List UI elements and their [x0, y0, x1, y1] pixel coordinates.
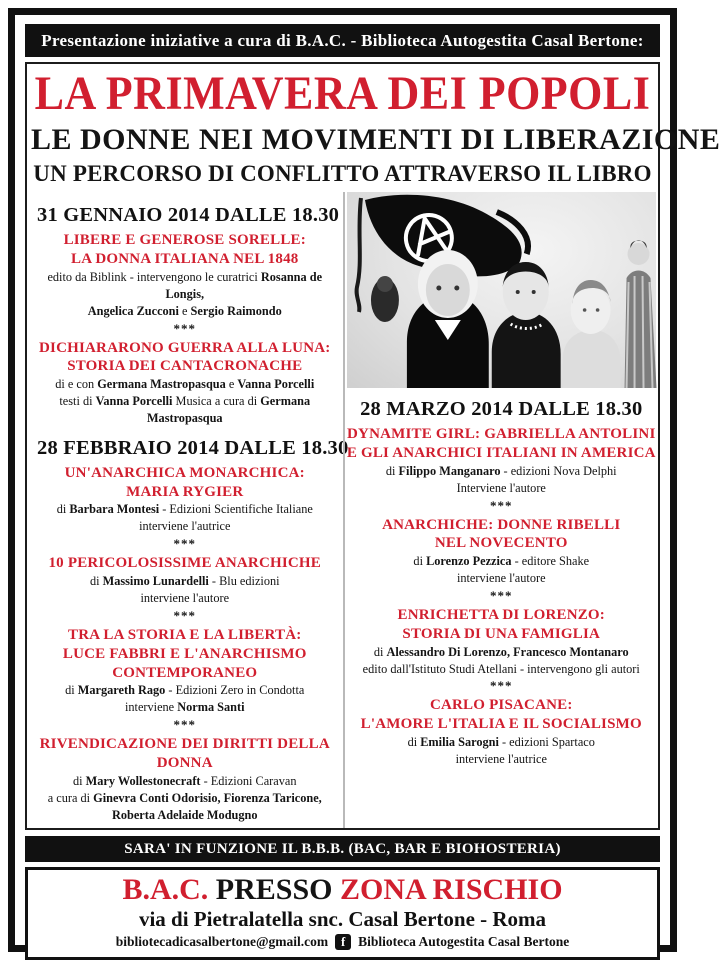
event-title-line: NEL NOVECENTO [434, 535, 568, 552]
detail-text: Mary Wollestonecraft [85, 773, 201, 788]
detail-text: Norma Santi [177, 700, 245, 715]
event-entry [37, 464, 333, 535]
street-address: via di Pietralatella snc. Casal Bertone - Roma [138, 906, 547, 931]
event-detail-line [347, 553, 657, 570]
right-column [343, 192, 659, 828]
standing-woman-portrait [624, 240, 656, 388]
event-title-line: STORIA DI UNA FAMIGLIA [402, 625, 601, 642]
separator-asterisks: *** [173, 717, 196, 733]
event-detail-line [37, 303, 333, 320]
header-banner: Presentazione iniziative a cura di B.A.C. - Biblioteca Autogestita Casal Bertone: [25, 24, 660, 57]
event-title-line: UN'ANARCHICA MONARCHICA: [64, 464, 305, 481]
detail-text: Vanna Porcelli [95, 394, 173, 409]
event-detail-line [37, 682, 333, 699]
detail-text: Roberta Adelaide Modugno [111, 807, 258, 822]
detail-text: di [56, 502, 70, 517]
detail-text: di e con [55, 377, 98, 392]
detail-text: Barbara Montesi [69, 502, 160, 517]
event-title [37, 464, 333, 502]
detail-text: interviene l'autrice [455, 751, 547, 766]
event-detail-line [37, 376, 333, 393]
event-entry [37, 554, 333, 607]
engraved-woman-portrait [562, 280, 620, 388]
poster-frame [8, 8, 720, 952]
detail-text: e [178, 303, 191, 318]
event-detail-line [347, 751, 657, 768]
event-title-line: E GLI ANARCHICI ITALIANI IN AMERICA [346, 444, 656, 461]
detail-text: - Edizioni Scientifiche Italiane [159, 502, 313, 517]
event-detail-line [37, 501, 333, 518]
detail-text: interviene [124, 700, 178, 715]
event-detail-line [37, 790, 333, 807]
separator-asterisks: *** [490, 588, 513, 604]
event-entry [37, 626, 333, 716]
event-title-line: 10 PERICOLOSISSIME ANARCHICHE [48, 555, 322, 572]
event-title-line: STORIA DEI CANTACRONACHE [67, 358, 303, 375]
separator-asterisks: *** [173, 608, 196, 624]
event-detail-line [347, 480, 657, 497]
separator-asterisks: *** [490, 678, 513, 694]
event-date-heading: 28 MARZO 2014 DALLE 18.30 [360, 398, 643, 421]
event-detail-line [37, 590, 333, 607]
venue-bac: B.A.C. [122, 872, 209, 906]
event-title-line: DYNAMITE GIRL: GABRIELLA ANTOLINI [347, 426, 656, 443]
detail-text: Emilia Sarogni [420, 734, 499, 749]
detail-text: - edizioni Spartaco [498, 734, 595, 749]
facebook-page-name: Biblioteca Autogestita Casal Bertone [358, 933, 570, 949]
detail-text: e [225, 377, 238, 392]
event-title [347, 696, 657, 734]
event-title [347, 606, 657, 644]
event-title-line: CARLO PISACANE: [429, 697, 573, 714]
detail-text: di [73, 773, 86, 788]
event-title [37, 231, 333, 269]
event-detail-line [347, 734, 657, 751]
detail-text: Lorenzo Pezzica [426, 554, 512, 569]
event-detail-line [347, 644, 657, 661]
email-address: bibliotecadicasalbertone@gmail.com [115, 933, 329, 949]
detail-text: di [385, 463, 399, 478]
detail-text: Germana Mastropasqua [146, 394, 311, 426]
event-title-line: TRA LA STORIA E LA LIBERTÀ: [68, 627, 302, 644]
left-column [27, 192, 349, 828]
event-entry [37, 231, 333, 319]
contact-line [32, 934, 653, 950]
event-detail-line [37, 393, 333, 427]
detail-text: testi di [59, 394, 96, 409]
right-column-events [347, 398, 657, 768]
event-title [37, 554, 333, 573]
event-detail-line [347, 570, 657, 587]
event-title-line: L'AMORE L'ITALIA E IL SOCIALISMO [360, 716, 642, 733]
event-detail-line [37, 573, 333, 590]
detail-text: Vanna Porcelli [237, 377, 315, 392]
event-detail-line [347, 661, 657, 678]
event-entry [347, 606, 657, 677]
content-box [25, 62, 720, 830]
facebook-icon: f [335, 934, 351, 950]
detail-text: Alessandro Di Lorenzo, Francesco Montanaro [386, 644, 629, 659]
tertiary-subtitle: UN PERCORSO DI CONFLITTO ATTRAVERSO IL LIBRO [33, 160, 652, 186]
event-detail-line [37, 773, 333, 790]
separator-asterisks: *** [173, 536, 196, 552]
event-detail-line [37, 518, 333, 535]
detail-text: edito da Biblink - intervengono le curatrici [47, 269, 261, 284]
event-detail-line [347, 463, 657, 480]
detail-text: Germana Mastropasqua [97, 377, 226, 392]
detail-text: - edizioni Nova Delphi [500, 463, 617, 478]
event-title-line: DICHIARARONO GUERRA ALLA LUNA: [39, 339, 331, 356]
detail-text: di [373, 644, 387, 659]
detail-text: Ginevra Conti Odorisio, Fiorenza Taricone, [93, 790, 322, 805]
detail-text: interviene l'autore [456, 571, 546, 586]
event-date-heading: 31 GENNAIO 2014 DALLE 18.30 [37, 204, 340, 227]
collage-graphic [347, 192, 657, 388]
detail-text: Angelica Zucconi [87, 303, 179, 318]
event-title-line: RIVENDICAZIONE DEI DIRITTI DELLA DONNA [39, 736, 330, 772]
event-detail-line [37, 807, 333, 824]
detail-text: Rosanna de Longis, [165, 269, 323, 301]
secondary-title: LE DONNE NEI MOVIMENTI DI LIBERAZIONE [31, 122, 720, 156]
detail-text: a cura di [47, 790, 94, 805]
detail-text: - Edizioni Caravan [200, 773, 297, 788]
event-entry [347, 516, 657, 587]
detail-text: Margareth Rago [77, 683, 166, 698]
detail-text: - Blu edizioni [208, 574, 280, 589]
detail-text: Musica a cura di [172, 394, 261, 409]
event-title [37, 339, 333, 377]
venue-presso: PRESSO [208, 872, 340, 906]
titles-section [27, 64, 720, 188]
event-title-line: ENRICHETTA DI LORENZO: [397, 607, 605, 624]
event-title [347, 516, 657, 554]
event-title-line: LA DONNA ITALIANA NEL 1848 [71, 250, 299, 267]
event-detail-line [37, 699, 333, 716]
event-title-line: MARIA RYGIER [126, 483, 244, 500]
venue-line [32, 873, 653, 906]
detail-text: Massimo Lunardelli [102, 574, 209, 589]
service-bar: SARA' IN FUNZIONE IL B.B.B. (BAC, BAR E BIOHOSTERIA) [25, 836, 660, 862]
address-box [25, 867, 660, 960]
detail-text: di [65, 683, 78, 698]
event-detail-line [37, 269, 333, 303]
separator-asterisks: *** [173, 320, 196, 336]
venue-zona-rischio: ZONA RISCHIO [340, 872, 563, 906]
event-title-line: ANARCHICHE: DONNE RIBELLI [382, 516, 621, 533]
detail-text: - Edizioni Zero in Condotta [165, 683, 305, 698]
event-entry [347, 425, 657, 496]
event-entry [347, 696, 657, 767]
detail-text: interviene l'autore [140, 591, 230, 606]
detail-text: interviene l'autrice [139, 519, 231, 534]
event-title-line: LUCE FABBRI E L'ANARCHISMO CONTEMPORANEO [62, 645, 307, 681]
detail-text: di [413, 554, 427, 569]
detail-text: di [89, 574, 103, 589]
small-figure [370, 276, 398, 322]
detail-text: di [407, 734, 421, 749]
event-title [37, 626, 333, 682]
women-portraits-collage [347, 192, 657, 388]
separator-asterisks: *** [490, 497, 513, 513]
event-date-heading: 28 FEBBRAIO 2014 DALLE 18.30 [37, 436, 349, 459]
detail-text: Interviene l'autore [456, 480, 546, 495]
detail-text: edito dall'Istituto Studi Atellani - intervengono gli autori [362, 661, 640, 676]
event-title [347, 425, 657, 463]
event-entry [37, 735, 333, 823]
main-title: LA PRIMAVERA DEI POPOLI [34, 66, 651, 120]
event-entry [37, 339, 333, 427]
event-title-line: LIBERE E GENEROSE SORELLE: [63, 232, 306, 249]
detail-text: - editore Shake [511, 554, 590, 569]
event-columns [27, 192, 658, 828]
dark-haired-woman-portrait [491, 262, 560, 388]
event-title [37, 735, 333, 773]
detail-text: Sergio Raimondo [190, 303, 282, 318]
detail-text: Filippo Manganaro [398, 463, 501, 478]
